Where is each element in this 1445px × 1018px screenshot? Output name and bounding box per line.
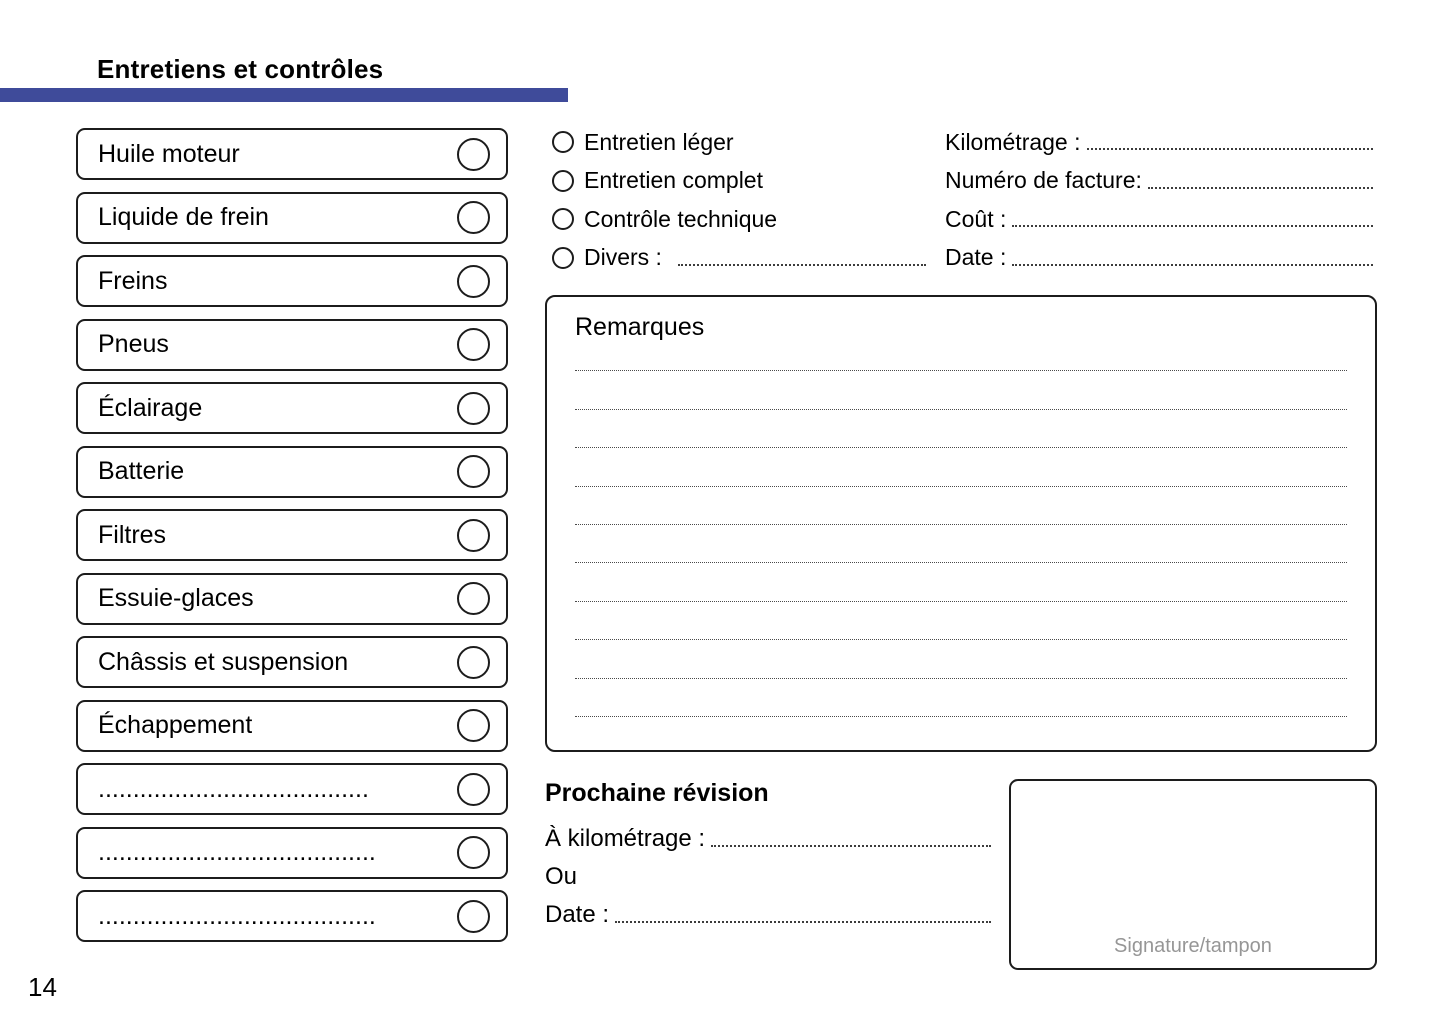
checklist-item-label: Éclairage bbox=[98, 393, 203, 422]
service-type-options bbox=[552, 127, 926, 273]
option-label: Entretien complet bbox=[584, 167, 763, 194]
option-entretien-complet bbox=[552, 166, 926, 196]
remarks-line[interactable] bbox=[575, 640, 1347, 678]
checklist-item-essuie-glaces bbox=[76, 573, 508, 625]
check-circle[interactable] bbox=[457, 455, 490, 488]
remarks-line[interactable] bbox=[575, 679, 1347, 717]
page-number: 14 bbox=[28, 972, 57, 1002]
kilometrage-fill-line[interactable] bbox=[1087, 148, 1373, 150]
option-entretien-leger bbox=[552, 127, 926, 157]
remarks-line[interactable] bbox=[575, 333, 1347, 371]
checklist-item-eclairage bbox=[76, 382, 508, 434]
checklist-item-batterie bbox=[76, 446, 508, 498]
title-underline-bar bbox=[0, 88, 568, 102]
option-label: Entretien léger bbox=[584, 128, 734, 155]
checklist-item-chassis-et-suspension bbox=[76, 636, 508, 688]
check-circle[interactable] bbox=[457, 201, 490, 234]
date-fill-line[interactable] bbox=[1012, 264, 1373, 266]
checklist-item-blank-1 bbox=[76, 763, 508, 815]
check-circle[interactable] bbox=[457, 646, 490, 679]
remarks-line[interactable] bbox=[575, 602, 1347, 640]
checklist-item-label: Filtres bbox=[98, 520, 167, 549]
checklist-item-label: Échappement bbox=[98, 711, 253, 739]
field-cout bbox=[945, 204, 1373, 234]
remarks-box bbox=[545, 295, 1377, 752]
checklist-item-filtres bbox=[76, 509, 508, 561]
checklist-item-label: Pneus bbox=[98, 330, 169, 358]
checklist bbox=[76, 128, 508, 942]
next-service-km-field bbox=[545, 820, 991, 858]
checklist-item-label: Freins bbox=[98, 266, 168, 295]
remarks-line[interactable] bbox=[575, 410, 1347, 448]
check-circle[interactable] bbox=[457, 138, 490, 171]
check-circle[interactable] bbox=[457, 519, 490, 552]
remarks-title: Remarques bbox=[575, 313, 705, 341]
remarks-line[interactable] bbox=[575, 563, 1347, 601]
field-label: Kilométrage : bbox=[945, 128, 1081, 155]
signature-box[interactable] bbox=[1009, 779, 1377, 970]
field-kilometrage bbox=[945, 127, 1373, 157]
checklist-item-liquide-de-frein bbox=[76, 192, 508, 244]
remarks-line[interactable] bbox=[575, 371, 1347, 409]
checklist-item-blank-line[interactable]: ........................................ bbox=[98, 901, 376, 930]
checklist-item-blank-3 bbox=[76, 890, 508, 942]
check-circle[interactable] bbox=[457, 836, 490, 869]
check-circle[interactable] bbox=[457, 773, 490, 806]
checklist-item-blank-line[interactable]: ........................................ bbox=[98, 838, 376, 866]
checklist-item-huile-moteur bbox=[76, 128, 508, 180]
checklist-item-label: Batterie bbox=[98, 457, 185, 485]
check-circle[interactable] bbox=[457, 900, 490, 933]
check-circle[interactable] bbox=[457, 709, 490, 742]
checklist-item-freins bbox=[76, 255, 508, 307]
option-label: Contrôle technique bbox=[584, 205, 778, 232]
radio-circle[interactable] bbox=[552, 208, 574, 230]
field-label: Date : bbox=[945, 244, 1007, 271]
page-title: Entretiens et contrôles bbox=[97, 54, 384, 84]
field-label: Numéro de facture: bbox=[945, 167, 1142, 194]
remarks-line[interactable] bbox=[575, 525, 1347, 563]
option-controle-technique bbox=[552, 204, 926, 234]
divers-fill-line[interactable] bbox=[678, 264, 926, 266]
checklist-item-label: Essuie-glaces bbox=[98, 584, 254, 612]
check-circle[interactable] bbox=[457, 328, 490, 361]
field-label: À kilométrage : bbox=[545, 825, 706, 852]
check-circle[interactable] bbox=[457, 392, 490, 425]
field-label: Coût : bbox=[945, 205, 1007, 232]
next-date-fill-line[interactable] bbox=[615, 921, 991, 923]
checklist-item-label: Liquide de frein bbox=[98, 203, 269, 231]
option-divers bbox=[552, 243, 926, 273]
checklist-item-pneus bbox=[76, 319, 508, 371]
check-circle[interactable] bbox=[457, 582, 490, 615]
radio-circle[interactable] bbox=[552, 247, 574, 269]
check-circle[interactable] bbox=[457, 265, 490, 298]
option-label: Divers : bbox=[584, 244, 662, 271]
next-service-or-label: Ou bbox=[545, 863, 578, 890]
field-numero-de-facture bbox=[945, 166, 1373, 196]
numero-facture-fill-line[interactable] bbox=[1148, 187, 1373, 189]
checklist-item-label: Châssis et suspension bbox=[98, 647, 349, 676]
next-service-date-field bbox=[545, 896, 991, 934]
radio-circle[interactable] bbox=[552, 170, 574, 192]
next-service-section bbox=[545, 779, 991, 934]
checklist-item-echappement bbox=[76, 700, 508, 752]
checklist-item-label: Huile moteur bbox=[98, 139, 240, 168]
cout-fill-line[interactable] bbox=[1012, 225, 1373, 227]
next-service-title: Prochaine révision bbox=[545, 779, 769, 807]
radio-circle[interactable] bbox=[552, 131, 574, 153]
invoice-fields bbox=[945, 127, 1373, 273]
checklist-item-blank-2 bbox=[76, 827, 508, 879]
remarks-lines bbox=[575, 333, 1347, 717]
signature-label: Signature/tampon bbox=[1114, 935, 1272, 957]
field-date bbox=[945, 243, 1373, 273]
field-label: Date : bbox=[545, 901, 610, 928]
remarks-line[interactable] bbox=[575, 487, 1347, 525]
next-km-fill-line[interactable] bbox=[711, 845, 991, 847]
remarks-line[interactable] bbox=[575, 448, 1347, 486]
checklist-item-blank-line[interactable]: ....................................... bbox=[98, 774, 369, 803]
